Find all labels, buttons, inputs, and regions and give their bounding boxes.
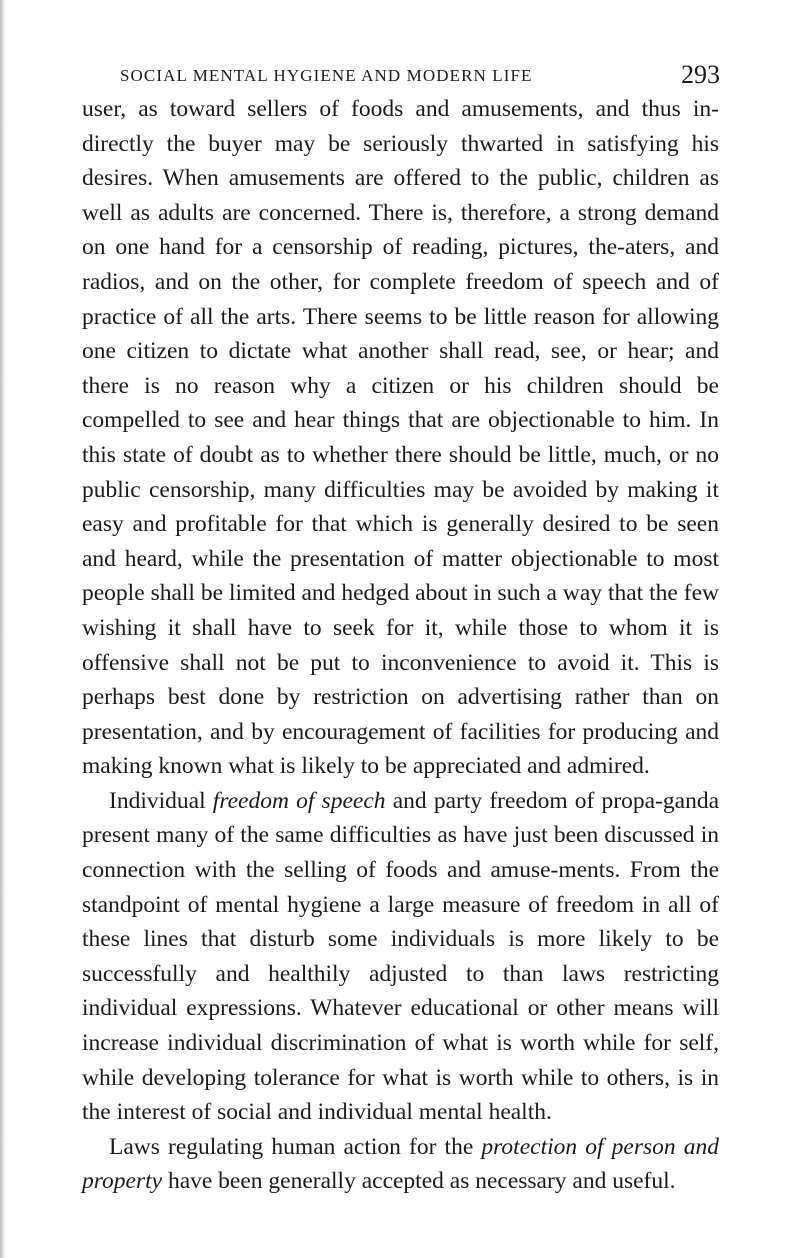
page-number: 293 <box>681 60 720 89</box>
paragraph-2-italic-term: freedom of speech <box>212 787 386 814</box>
paragraph-1-text: user, as toward sellers of foods and amusements, and thus in-directly the buyer may be seriously thwarted in satisfying his desires. When amusements are offered to the public, children as well as adults are concerned. There is, therefore, a strong demand on one hand for a censorship of reading, pictures, the-aters, and radios, and on the other, for complete freedom of speech and of practice of all the arts. There seems to be little reason for allowing one citizen to dictate what another shall read, see, or hear; and there is no reason why a citizen or his children should be compelled to see and hear things that are objectionable to him. In this state of doubt as to whether there should be little, much, or no public censorship, many difficulties may be avoided by making it easy and profitable for that which is generally desired to be seen and heard, while the presentation of matter objectionable to most people shall be limited and hedged about in such a way that the few wishing it shall have to seek for it, while those to whom it is offensive shall not be put to inconvenience to avoid it. This is perhaps best done by restriction on advertising rather than on presentation, and by encouragement of facilities for producing and making known what is likely to be appreciated and admired. <box>82 96 719 780</box>
paragraph-3 <box>82 1130 719 1199</box>
paragraph-2-lead: Individual <box>109 787 213 814</box>
paragraph-1 <box>82 92 719 784</box>
paragraph-2-rest: and party freedom of propa-ganda present many of the same difficulties as have just been discussed in connection with the selling of foods and amuse-ments. From the standpoint of mental hygiene a large measure of freedom in all of these lines that disturb some individuals is more likely to be successfully and healthily adjusted to than laws restricting individual expressions. Whatever educational or other means will increase individual discrimination of what is worth while for self, while developing tolerance for what is worth while to others, is in the interest of social and individual mental health. <box>82 787 720 1126</box>
paragraph-3-italic-term: protection of person and property <box>82 1133 719 1195</box>
running-head <box>120 62 720 92</box>
running-head-title: SOCIAL MENTAL HYGIENE AND MODERN LIFE <box>120 66 533 85</box>
body-text <box>82 92 719 1199</box>
page-gutter-shadow <box>0 0 6 1258</box>
paragraph-3-lead: Laws regulating human action for the <box>109 1133 482 1160</box>
paragraph-2 <box>82 784 719 1130</box>
paragraph-3-rest: have been generally accepted as necessary and useful. <box>162 1168 676 1195</box>
